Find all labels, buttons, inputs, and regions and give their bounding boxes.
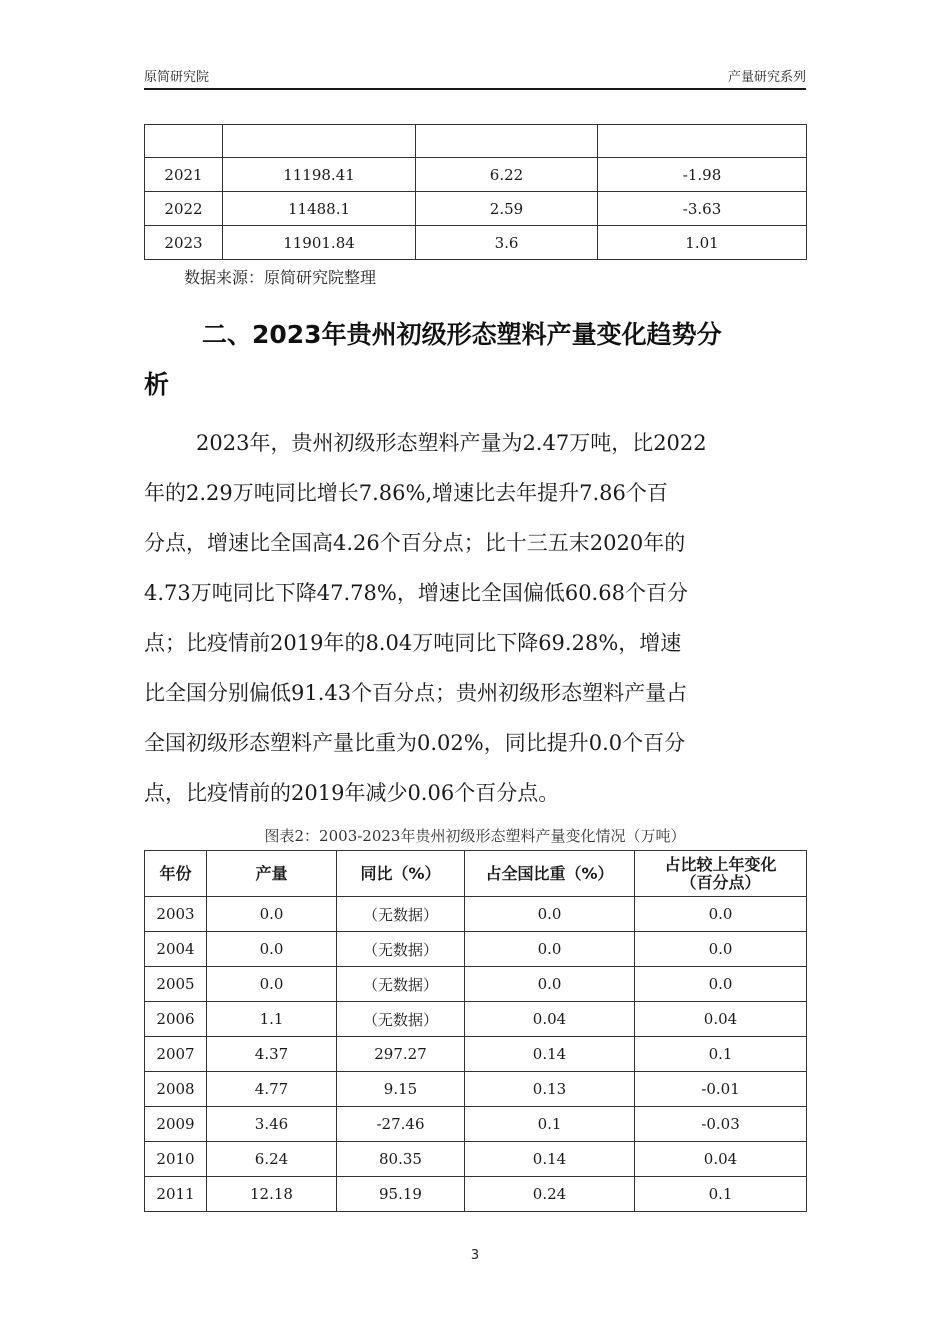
previous-data-table — [144, 124, 807, 260]
table-cell: 4.37 — [207, 1037, 337, 1072]
table-row — [145, 1107, 807, 1142]
table-row — [145, 192, 807, 226]
body-paragraph — [144, 418, 808, 818]
table-cell: 12.18 — [207, 1177, 337, 1212]
column-header-yoy: 同比（%） — [337, 851, 465, 897]
table-cell: 2022 — [145, 192, 223, 226]
table-cell: 3.6 — [416, 226, 598, 260]
table-caption: 图表2：2003-2023年贵州初级形态塑料产量变化情况（万吨） — [264, 827, 686, 845]
table-cell: 2005 — [145, 967, 207, 1002]
table-cell: 2007 — [145, 1037, 207, 1072]
table-cell: （无数据） — [337, 932, 465, 967]
table-cell: 2021 — [145, 158, 223, 192]
paragraph-line: 点；比疫情前2019年的8.04万吨同比下降69.28%，增速 — [144, 631, 682, 655]
table-cell: 9.15 — [337, 1072, 465, 1107]
table-row — [145, 158, 807, 192]
table-cell — [145, 125, 223, 158]
table-cell: 0.24 — [465, 1177, 635, 1212]
table-cell: 0.0 — [465, 932, 635, 967]
paragraph-line: 比全国分别偏低91.43个百分点；贵州初级形态塑料产量占 — [144, 681, 688, 705]
table-cell: 4.77 — [207, 1072, 337, 1107]
table-cell: 0.0 — [465, 897, 635, 932]
table-cell: （无数据） — [337, 897, 465, 932]
table-cell: 0.14 — [465, 1142, 635, 1177]
column-header-share-change-line2: （百分点） — [680, 872, 761, 892]
paragraph-line: 年的2.29万吨同比增长7.86%,增速比去年提升7.86个百 — [144, 481, 668, 505]
column-header-year: 年份 — [145, 851, 207, 897]
section-heading — [144, 310, 814, 410]
table-cell: -1.98 — [598, 158, 807, 192]
table-cell: （无数据） — [337, 967, 465, 1002]
table-cell: 0.0 — [207, 967, 337, 1002]
table-cell: 2011 — [145, 1177, 207, 1212]
table-cell: 0.0 — [465, 967, 635, 1002]
table-row — [145, 226, 807, 260]
table-cell: 0.0 — [635, 932, 807, 967]
production-table — [144, 850, 807, 1212]
table-cell: -0.03 — [635, 1107, 807, 1142]
table-cell: 0.1 — [635, 1037, 807, 1072]
table-row — [145, 1072, 807, 1107]
table-cell: 11901.84 — [223, 226, 416, 260]
table-cell: 0.1 — [465, 1107, 635, 1142]
table-cell: 95.19 — [337, 1177, 465, 1212]
column-header-share-change — [635, 851, 807, 897]
table-cell — [416, 125, 598, 158]
data-source-note: 数据来源：原简研究院整理 — [184, 268, 377, 287]
table-cell: 2008 — [145, 1072, 207, 1107]
section-heading-line2: 析 — [144, 370, 170, 399]
table-cell: 2023 — [145, 226, 223, 260]
table-cell: 6.22 — [416, 158, 598, 192]
table-cell: 297.27 — [337, 1037, 465, 1072]
table-row — [145, 897, 807, 932]
header-series-name: 产量研究系列 — [727, 70, 806, 85]
table-row — [145, 1177, 807, 1212]
table-row — [145, 1037, 807, 1072]
table-row — [145, 1142, 807, 1177]
page-header — [144, 66, 806, 88]
table-cell: 80.35 — [337, 1142, 465, 1177]
table-cell: 2009 — [145, 1107, 207, 1142]
table-row — [145, 1002, 807, 1037]
table-cell — [598, 125, 807, 158]
page-number: 3 — [470, 1248, 480, 1263]
table-cell — [223, 125, 416, 158]
table-cell: 0.0 — [207, 897, 337, 932]
table-cell: 0.14 — [465, 1037, 635, 1072]
table-cell: 6.24 — [207, 1142, 337, 1177]
table-cell: 1.01 — [598, 226, 807, 260]
table-cell: -3.63 — [598, 192, 807, 226]
column-header-national-share: 占全国比重（%） — [465, 851, 635, 897]
column-header-share-change-line1: 占比较上年变化 — [664, 854, 777, 874]
table-cell: 0.04 — [635, 1002, 807, 1037]
table-cell: 0.0 — [635, 897, 807, 932]
table-cell: 2006 — [145, 1002, 207, 1037]
paragraph-line: 全国初级形态塑料产量比重为0.02%，同比提升0.0个百分 — [144, 731, 686, 755]
table-cell: 0.1 — [635, 1177, 807, 1212]
table-cell: -27.46 — [337, 1107, 465, 1142]
table-cell: 1.1 — [207, 1002, 337, 1037]
section-heading-line1: 二、2023年贵州初级形态塑料产量变化趋势分 — [202, 320, 722, 349]
table-row — [145, 125, 807, 158]
paragraph-line: 2023年，贵州初级形态塑料产量为2.47万吨，比2022 — [196, 431, 707, 455]
table-cell: 0.04 — [635, 1142, 807, 1177]
header-divider — [144, 88, 806, 90]
table-cell: 11198.41 — [223, 158, 416, 192]
paragraph-line: 4.73万吨同比下降47.78%，增速比全国偏低60.68个百分 — [144, 581, 688, 605]
table-cell: 0.0 — [207, 932, 337, 967]
paragraph-line: 分点，增速比全国高4.26个百分点；比十三五末2020年的 — [144, 531, 686, 555]
table-cell: 0.0 — [635, 967, 807, 1002]
table-cell: 2004 — [145, 932, 207, 967]
table-header-row — [145, 851, 807, 897]
table-cell: -0.01 — [635, 1072, 807, 1107]
table-row — [145, 932, 807, 967]
paragraph-line: 点，比疫情前的2019年减少0.06个百分点。 — [144, 781, 560, 805]
table-cell: 2.59 — [416, 192, 598, 226]
table-row — [145, 967, 807, 1002]
table-cell: 3.46 — [207, 1107, 337, 1142]
table-cell: 0.13 — [465, 1072, 635, 1107]
header-org-name: 原简研究院 — [144, 70, 210, 85]
table-cell: 2010 — [145, 1142, 207, 1177]
table-cell: 0.04 — [465, 1002, 635, 1037]
table-cell: 2003 — [145, 897, 207, 932]
column-header-output: 产量 — [207, 851, 337, 897]
table-cell: （无数据） — [337, 1002, 465, 1037]
table-cell: 11488.1 — [223, 192, 416, 226]
